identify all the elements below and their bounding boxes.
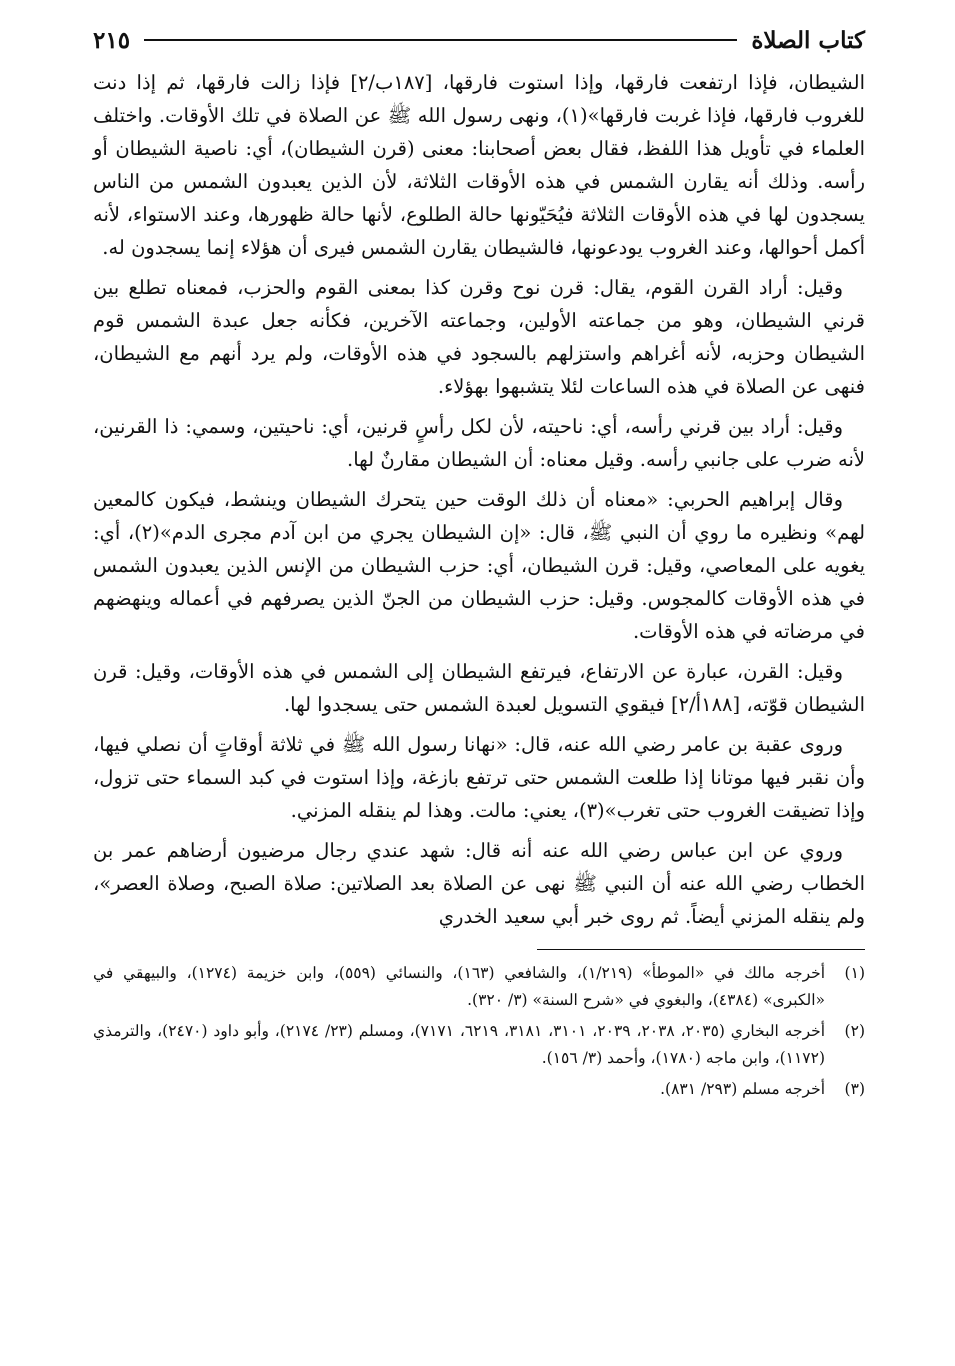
paragraph: وروي عن ابن عباس رضي الله عنه أنه قال: شهد عندي رجال مرضيون أرضاهم عمر بن الخطاب رضي الله عنه أن النبي ﷺ نهى عن الصلاة بعد الصلاتين: صلاة الصبح، وصلاة العصر»، ولم ينقله المزني أيضاً. ثم روى خبر أبي سعيد الخدري	[93, 839, 865, 928]
footnote	[93, 960, 865, 1014]
footnote-text: أخرجه البخاري (٢٠٣٥، ٢٠٣٨، ٢٠٣٩، ٣١٠١، ٣١٨١، ٦٢١٩، ٧١٧١)، ومسلم (٢٣/ ٢١٧٤)، وأبو داود (٢٤٧٠)، والترمذي (١١٧٢)، وابن ماجه (١٧٨٠)، وأحمد (٣/ ١٥٦).	[93, 1022, 826, 1067]
footnote-text: أخرجه مسلم (٢٩٣/ ٨٣١).	[660, 1080, 825, 1098]
footnotes	[93, 960, 865, 1103]
page-number: ٢١٥	[93, 26, 131, 54]
paragraph: وروى عقبة بن عامر رضي الله عنه، قال: «نهانا رسول الله ﷺ في ثلاثة أوقاتٍ أن نصلي فيها، وأن نقبر فيها موتانا إذا طلعت الشمس حتى ترتفع بازغة، وإذا استوت في كبد السماء حتى تزول، وإذا تضيقت الغروب حتى تغرب»(٣)، يعني: مالت. وهذا لم ينقله المزني.	[93, 733, 865, 822]
main-text	[93, 66, 865, 933]
footnote	[93, 1076, 865, 1103]
footnote	[93, 1018, 865, 1072]
paragraph: وقال إبراهيم الحربي: «معناه أن ذلك الوقت حين يتحرك الشيطان وينشط، فيكون كالمعين لهم» ونظيره ما روي أن النبي ﷺ، قال: «إن الشيطان يجري من ابن آدم مجرى الدم»(٢)، أي: يغويه على المعاصي، وقيل: قرن الشيطان، أي: حزب الشيطان من الإنس الذين يعبدون الشمس في هذه الأوقات كالمجوس. وقيل: حزب الشيطان من الجنّ الذين يصرفهم في أعماله وينهضهم في مرضاته في هذه الأوقات.	[93, 488, 866, 643]
header-rule	[144, 39, 737, 41]
page	[93, 22, 865, 1107]
chapter-title: كتاب الصلاة	[751, 26, 865, 54]
footnote-number: (٣)	[844, 1080, 865, 1098]
running-header	[93, 22, 865, 58]
paragraph: وقيل: أراد بين قرني رأسه، أي: ناحيته، لأن لكل رأسٍ قرنين، أي: ناحيتين، وسمي: ذا القرنين، لأنه ضرب على جانبي رأسه. وقيل معناه: أن الشيطان مقارنٌ لها.	[93, 415, 865, 471]
paragraph: وقيل: القرن، عبارة عن الارتفاع، فيرتفع الشيطان إلى الشمس في هذه الأوقات، وقيل: قرن الشيطان قوّته، [١٨٨أ/٢] فيقوي التسويل لعبدة الشمس حتى يسجدوا لها.	[93, 660, 865, 716]
footnote-separator	[537, 949, 865, 950]
footnote-text: أخرجه مالك في «الموطأ» (١/٢١٩)، والشافعي (١٦٣)، والنسائي (٥٥٩)، وابن خزيمة (١٢٧٤)، والبيهقي في «الكبرى» (٤٣٨٤)، والبغوي في «شرح السنة» (٣/ ٣٢٠).	[93, 964, 826, 1009]
paragraph: الشيطان، فإذا ارتفعت فارقها، وإذا استوت فارقها، [١٨٧ب/٢] فإذا زالت فارقها، ثم إذا دنت للغروب فارقها، فإذا غربت فارقها»(١)، ونهى رسول الله ﷺ عن الصلاة في تلك الأوقات. واختلف العلماء في تأويل هذا اللفظ، فقال بعض أصحابنا: معنى (قرن الشيطان)، أي: ناصية الشيطان أو رأسه. وذلك أنه يقارن الشمس في هذه الأوقات الثلاثة، لأن الذين يعبدون الشمس من الناس يسجدون لها في هذه الأوقات الثلاثة فيُحَيّونها حالة الطلوع، لأنها حالة ظهورها، وعند الاستواء، لأنه أكمل أحوالها، وعند الغروب يودعونها، فالشيطان يقارن الشمس فيرى أن هؤلاء إنما يسجدون له.	[93, 71, 865, 259]
paragraph: وقيل: أراد القرن القوم، يقال: قرن نوح وقرن كذا بمعنى القوم والحزب، فمعناه تطلع بين قرني الشيطان، وهو من جماعته الأولين، وجماعته الآخرين، فكأنه جعل عبدة الشمس قوم الشيطان وحزبه، لأنه أغراهم واستزلهم بالسجود في هذه الأوقات، ولم يرد أنهم مع الشيطان، فنهى عن الصلاة في هذه الساعات لئلا يتشبهوا بهؤلاء.	[93, 276, 865, 398]
footnote-number: (١)	[844, 964, 865, 982]
footnote-number: (٢)	[844, 1022, 865, 1040]
